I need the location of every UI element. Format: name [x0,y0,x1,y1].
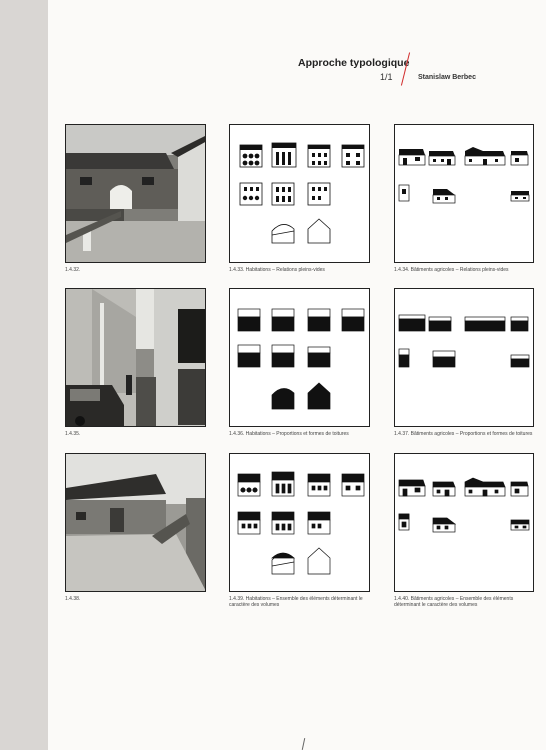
caption-1-4-37: 1.4.37. Bâtiments agricoles – Proportions et formes de toitures [394,431,533,437]
farm-courtyard-image [66,125,206,263]
caption-1-4-39: 1.4.39. Habitations – Ensemble des éléments déterminant le caractère des volumes [229,596,363,608]
caption-1-4-40: 1.4.40. Bâtiments agricoles – Ensemble des éléments déterminant le caractère des volumes [394,596,514,608]
street-image [66,289,206,427]
figure-1-4-37-drawing [394,288,534,427]
figure-1-4-32-photo [65,124,206,263]
barn-image [66,454,206,592]
figure-1-4-36-drawing [229,288,370,427]
caption-1-4-32: 1.4.32. [65,267,81,273]
figure-1-4-38-photo [65,453,206,592]
author-name: Stanislaw Berbec [418,74,476,81]
figure-1-4-34-drawing [394,124,534,263]
caption-1-4-33: 1.4.33. Habitations – Relations pleins-vides [229,267,325,273]
figure-1-4-40-drawing [394,453,534,592]
houses-solid-void-drawing [230,125,370,263]
caption-1-4-35: 1.4.35. [65,431,81,437]
houses-proportions-roofs-drawing [230,289,370,427]
farm-buildings-solid-void-drawing [395,125,534,263]
caption-1-4-34: 1.4.34. Bâtiments agricoles – Relations pleins-vides [394,267,509,273]
figure-1-4-35-photo [65,288,206,427]
farm-buildings-proportions-roofs-drawing [395,289,534,427]
farm-buildings-combined-elements-drawing [395,454,534,592]
houses-combined-elements-drawing [230,454,370,592]
page-title: Approche typologique [298,57,410,69]
caption-1-4-36: 1.4.36. Habitations – Proportions et formes de toitures [229,431,349,437]
page-number: 1/1 [380,72,393,82]
figure-1-4-39-drawing [229,453,370,592]
figure-1-4-33-drawing [229,124,370,263]
caption-1-4-38: 1.4.38. [65,596,81,602]
